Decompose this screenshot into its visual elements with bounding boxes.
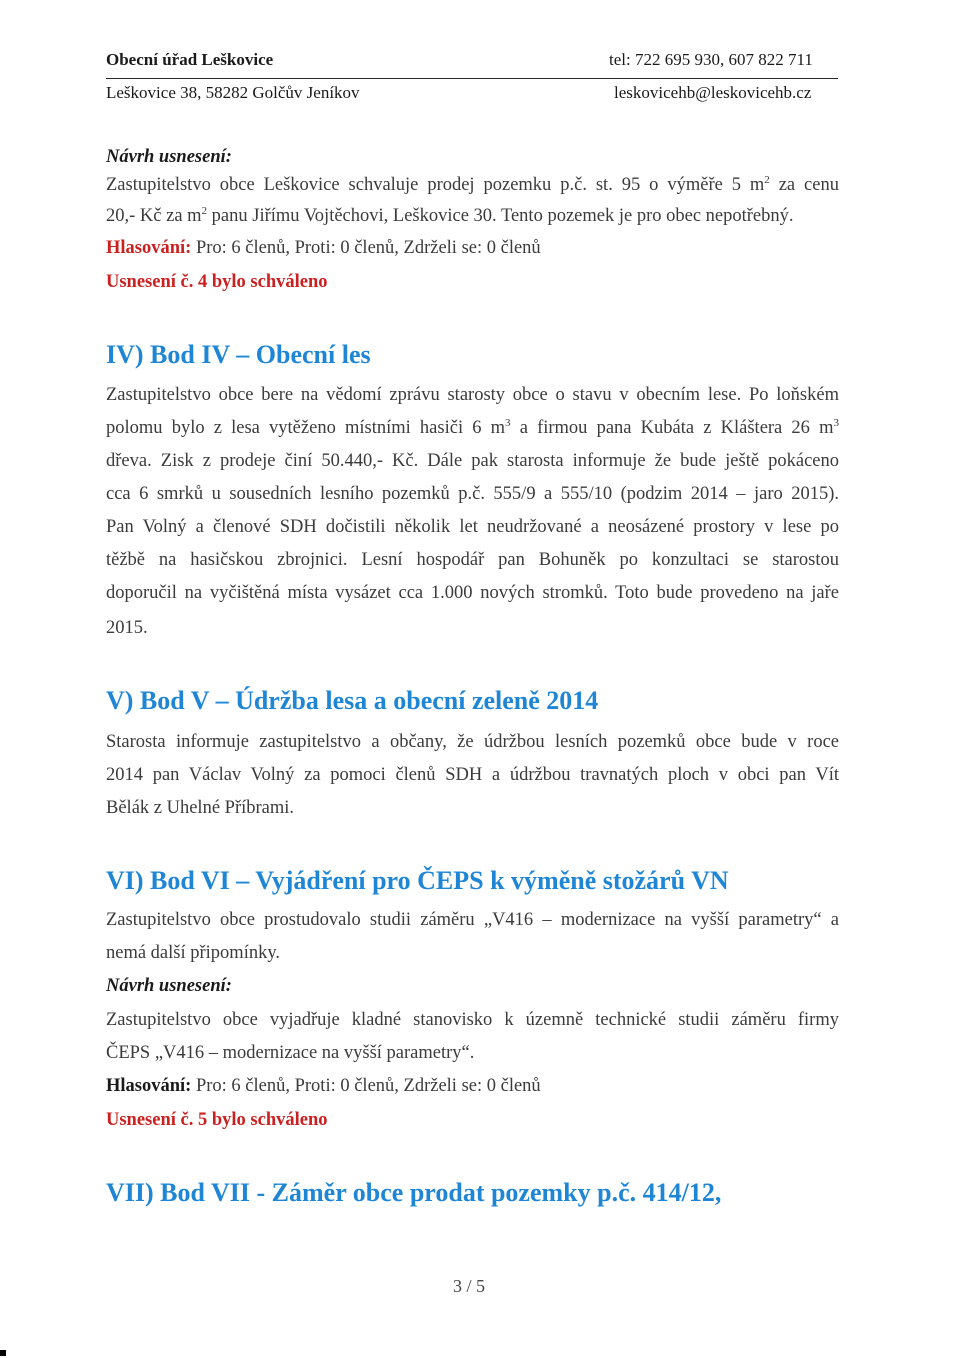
section-v-line-3: Bělák z Uhelné Příbrami. xyxy=(106,798,295,818)
section-vi-proposal-line-2: ČEPS „V416 – modernizace na vyšší parametry“. xyxy=(106,1043,475,1063)
section-iv-line-1: Zastupitelstvo obce bere na vědomí zprávu starosty obce o stavu v obecním lese. Po loňském xyxy=(106,385,839,405)
intro-line-1: Zastupitelstvo obce Leškovice schvaluje prodej pozemku p.č. st. 95 o výměře 5 $m^2$ za cenu xyxy=(106,174,839,195)
section-iv-line-7: doporučil na vyčištěná místa vysázet cca 1.000 nových stromků. Toto bude provedeno na jaře xyxy=(106,583,839,603)
vote-line: Hlasování: Pro: 6 členů, Proti: 0 členů, Zdrželi se: 0 členů xyxy=(106,1076,541,1096)
section-iv-line-8: 2015. xyxy=(106,618,148,638)
section-vi-line-2: nemá další připomínky. xyxy=(106,943,281,963)
section-vi-line-1: Zastupitelstvo obce prostudovalo studii záměru „V416 – modernizace na vyšší parametry“ a xyxy=(106,910,839,930)
header-divider xyxy=(106,78,838,79)
page-number: 3 / 5 xyxy=(453,1276,486,1296)
section-iv-line-4: cca 6 smrků u sousedních lesního pozemků p.č. 555/9 a 555/10 (podzim 2014 – jaro 2015). xyxy=(106,484,839,504)
section-iv-line-2: polomu bylo z lesa vytěženo místními hasiči 6 $m^3$ a firmou pana Kubáta z Kláštera 26 $m^3$ xyxy=(106,417,839,438)
scan-mark xyxy=(0,1350,6,1356)
proposal-label: Návrh usnesení: xyxy=(106,976,232,996)
section-heading-v: V) Bod V – Údržba lesa a obecní zeleně 2014 xyxy=(106,686,599,715)
proposal-label: Návrh usnesení: xyxy=(106,147,232,167)
section-iv-line-3: dřeva. Zisk z prodeje činí 50.440,- Kč. Dále pak starosta informuje že bude ještě pokáceno xyxy=(106,451,839,471)
section-vi-proposal-line-1: Zastupitelstvo obce vyjadřuje kladné stanovisko k územně technické studii záměru firmy xyxy=(106,1010,839,1030)
intro-line-2: 20,- Kč za $m^2$ panu Jiřímu Vojtěchovi, Leškovice 30. Tento pozemek je pro obec nepotřebný. xyxy=(106,205,794,226)
section-heading-iv: IV) Bod IV – Obecní les xyxy=(106,340,371,369)
section-iv-line-6: těžbě na hasičskou zbrojnici. Lesní hospodář pan Bohuněk po konzultaci se starostou xyxy=(106,550,839,570)
section-iv-line-5: Pan Volný a členové SDH dočistili několik let neudržované a neosázené prostory v lese po xyxy=(106,517,839,537)
resolution-status: Usnesení č. 4 bylo schváleno xyxy=(106,272,328,292)
section-heading-vii: VII) Bod VII - Záměr obce prodat pozemky p.č. 414/12, xyxy=(106,1178,722,1207)
section-v-line-2: 2014 pan Václav Volný za pomoci členů SDH a údržbou travnatých ploch v obci pan Vít xyxy=(106,765,839,785)
office-phone: tel: 722 695 930, 607 822 711 xyxy=(609,50,813,69)
office-address: Leškovice 38, 58282 Golčův Jeníkov xyxy=(106,83,360,102)
section-heading-vi: VI) Bod VI – Vyjádření pro ČEPS k výměně stožárů VN xyxy=(106,866,729,895)
vote-line: Hlasování: Pro: 6 členů, Proti: 0 členů, Zdrželi se: 0 členů xyxy=(106,238,541,258)
section-v-line-1: Starosta informuje zastupitelstvo a občany, že údržbou lesních pozemků obce bude v roce xyxy=(106,732,839,752)
resolution-status: Usnesení č. 5 bylo schváleno xyxy=(106,1110,328,1130)
office-email: leskovicehb@leskovicehb.cz xyxy=(614,83,812,102)
office-name: Obecní úřad Leškovice xyxy=(106,50,274,69)
